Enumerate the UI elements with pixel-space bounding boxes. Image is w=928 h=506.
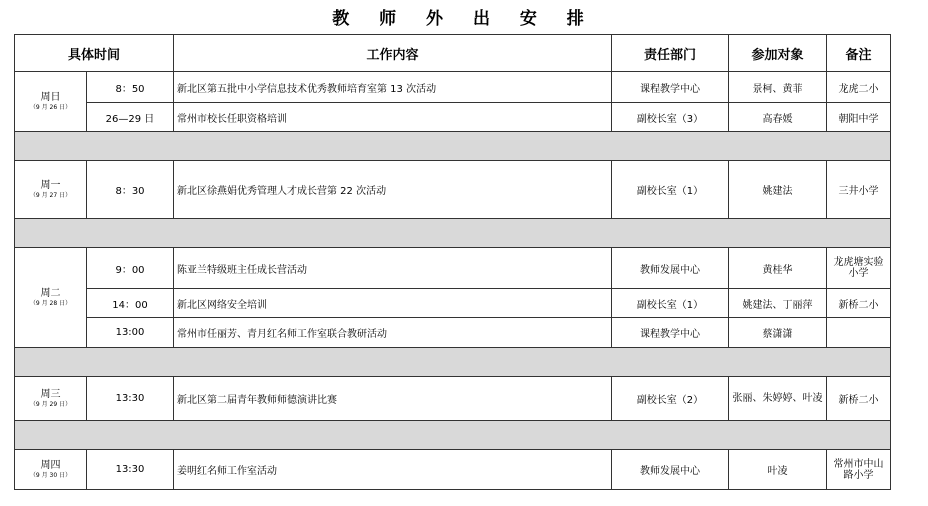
content-cell: 新北区网络安全培训 — [174, 289, 612, 318]
day-date: （9 月 29 日） — [29, 401, 72, 408]
table-row — [15, 72, 891, 103]
day-label: 周日 — [40, 92, 61, 103]
time-cell: 8：30 — [87, 161, 174, 219]
page-title: 教 师 外 出 安 排 — [332, 9, 596, 29]
day-cell — [15, 161, 87, 219]
day-date: （9 月 27 日） — [29, 192, 72, 199]
day-date: （9 月 28 日） — [29, 300, 72, 307]
table-row — [15, 161, 891, 219]
content-cell: 新北区第二届青年教师师德演讲比赛 — [174, 377, 612, 421]
header-remark: 备注 — [827, 35, 891, 72]
header-participants: 参加对象 — [729, 35, 827, 72]
table-row — [15, 318, 891, 348]
dept-cell: 副校长室（3） — [612, 103, 729, 132]
participants-cell: 姚建法 — [729, 161, 827, 219]
separator-cell — [15, 219, 891, 248]
dept-cell: 教师发展中心 — [612, 248, 729, 289]
content-cell: 陈亚兰特级班主任成长营活动 — [174, 248, 612, 289]
day-cell — [15, 248, 87, 348]
day-label: 周二 — [40, 288, 61, 299]
day-label: 周一 — [40, 180, 61, 191]
day-cell — [15, 72, 87, 132]
content-cell: 常州市校长任职资格培训 — [174, 103, 612, 132]
table-row — [15, 377, 891, 421]
dept-cell: 课程教学中心 — [612, 72, 729, 103]
table-row — [15, 289, 891, 318]
dept-cell: 副校长室（1） — [612, 289, 729, 318]
table-header-row — [15, 35, 891, 72]
participants-cell: 黄桂华 — [729, 248, 827, 289]
time-cell: 13:30 — [87, 450, 174, 490]
dept-cell: 课程教学中心 — [612, 318, 729, 348]
day-date: （9 月 26 日） — [29, 104, 72, 111]
content-cell: 姜明红名师工作室活动 — [174, 450, 612, 490]
participants-cell: 姚建法、丁丽萍 — [729, 289, 827, 318]
remark-cell: 新桥二小 — [827, 289, 891, 318]
separator-cell — [15, 348, 891, 377]
remark-cell: 龙虎塘实验小学 — [827, 248, 891, 289]
participants-cell: 高春媛 — [729, 103, 827, 132]
time-cell: 13:00 — [87, 318, 174, 348]
time-cell: 26—29 日 — [87, 103, 174, 132]
table-row — [15, 248, 891, 289]
schedule-table — [14, 34, 891, 490]
content-cell: 新北区徐燕娟优秀管理人才成长营第 22 次活动 — [174, 161, 612, 219]
remark-cell — [827, 318, 891, 348]
remark-cell: 三井小学 — [827, 161, 891, 219]
day-cell — [15, 450, 87, 490]
participants-cell: 蔡潇潇 — [729, 318, 827, 348]
remark-cell: 朝阳中学 — [827, 103, 891, 132]
separator-cell — [15, 421, 891, 450]
header-dept: 责任部门 — [612, 35, 729, 72]
time-cell: 13:30 — [87, 377, 174, 421]
separator-row — [15, 348, 891, 377]
remark-cell: 常州市中山路小学 — [827, 450, 891, 490]
time-cell: 8：50 — [87, 72, 174, 103]
time-cell: 9：00 — [87, 248, 174, 289]
participants-cell: 景柯、黄菲 — [729, 72, 827, 103]
header-content: 工作内容 — [174, 35, 612, 72]
participants-cell: 张丽、朱婷婷、叶凌 — [729, 377, 827, 421]
dept-cell: 副校长室（1） — [612, 161, 729, 219]
separator-cell — [15, 132, 891, 161]
day-label: 周四 — [40, 460, 61, 471]
separator-row — [15, 132, 891, 161]
dept-cell: 副校长室（2） — [612, 377, 729, 421]
table-row — [15, 103, 891, 132]
table-row — [15, 450, 891, 490]
participants-cell: 叶凌 — [729, 450, 827, 490]
day-cell — [15, 377, 87, 421]
content-cell: 常州市任丽芳、青月红名师工作室联合教研活动 — [174, 318, 612, 348]
header-time: 具体时间 — [15, 35, 174, 72]
day-label: 周三 — [40, 389, 61, 400]
separator-row — [15, 421, 891, 450]
remark-cell: 龙虎二小 — [827, 72, 891, 103]
content-cell: 新北区第五批中小学信息技术优秀教师培育室第 13 次活动 — [174, 72, 612, 103]
separator-row — [15, 219, 891, 248]
dept-cell: 教师发展中心 — [612, 450, 729, 490]
remark-cell: 新桥二小 — [827, 377, 891, 421]
time-cell: 14：00 — [87, 289, 174, 318]
day-date: （9 月 30 日） — [29, 472, 72, 479]
